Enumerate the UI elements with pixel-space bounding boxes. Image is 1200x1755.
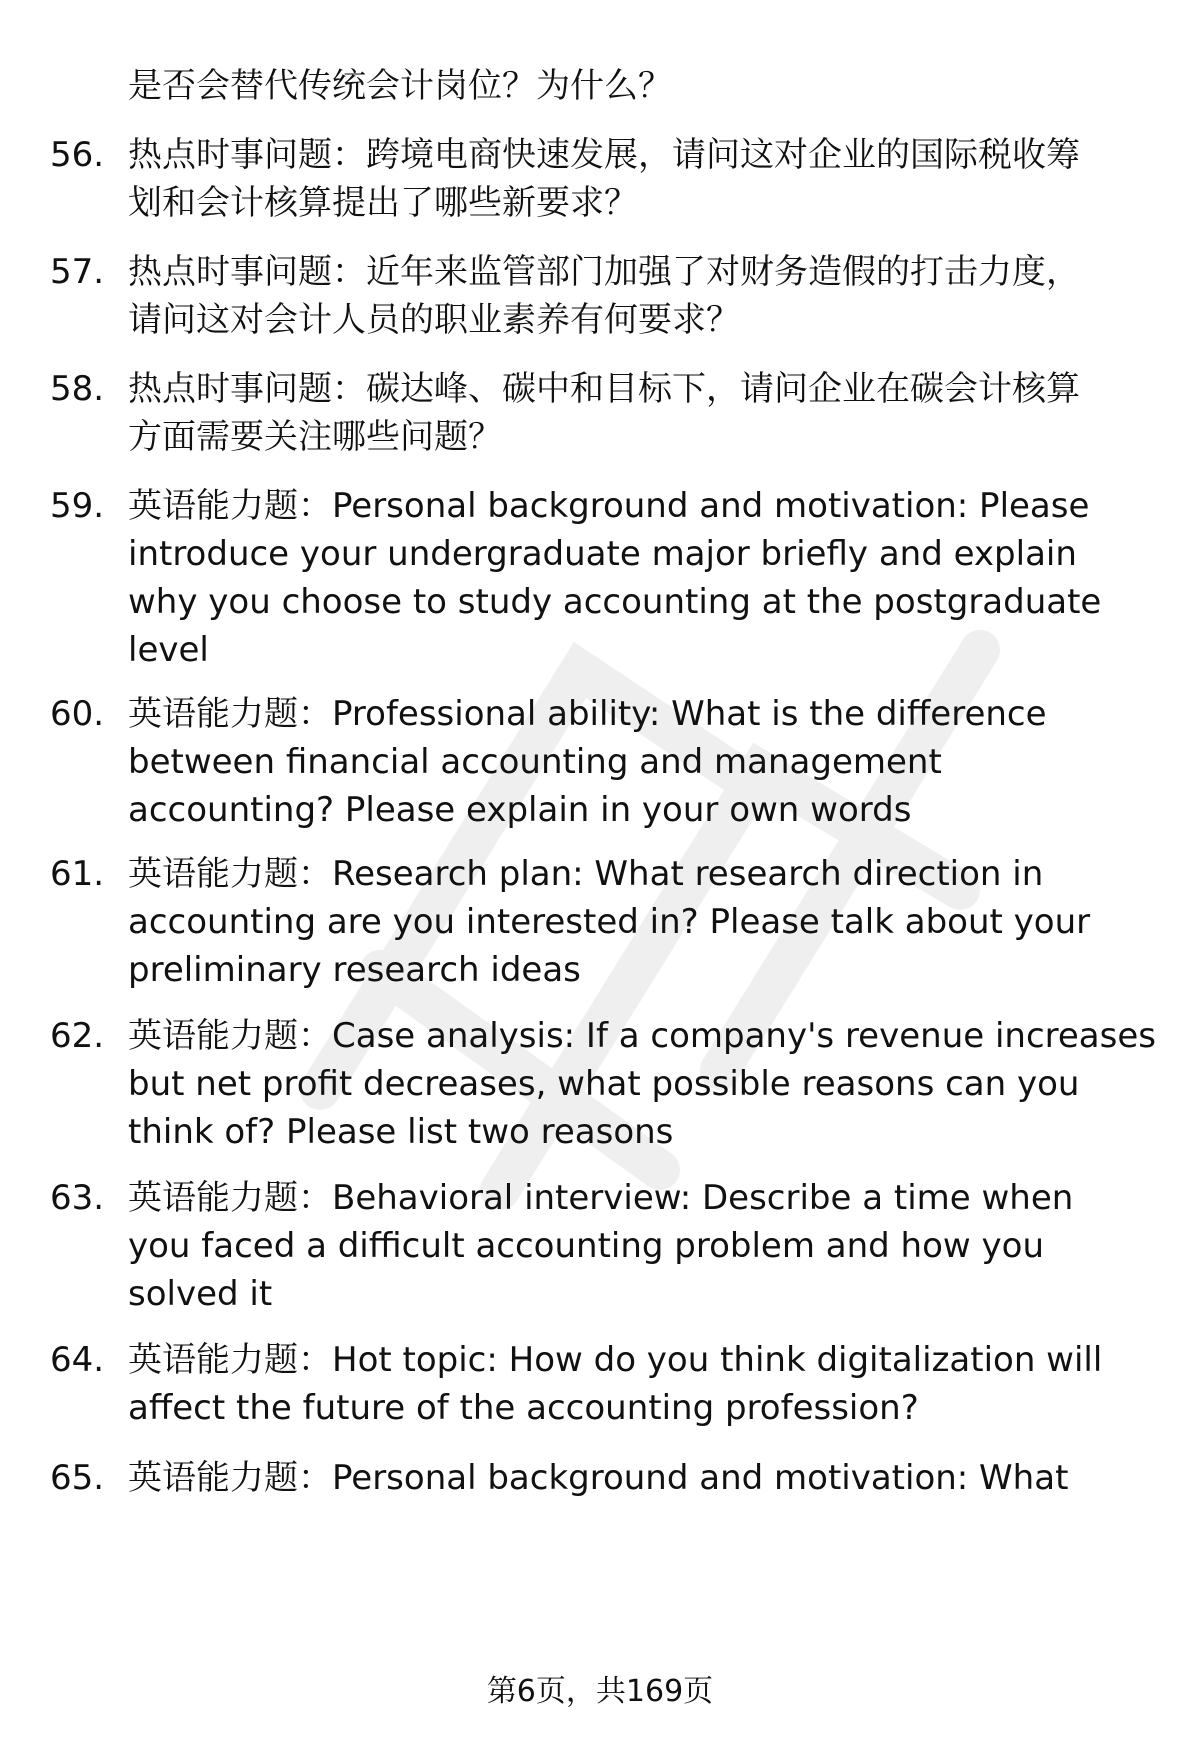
item-text-line: accounting? Please explain in your own words: [128, 790, 912, 830]
item-text-line: 热点时事问题：跨境电商快速发展，请问这对企业的国际税收筹: [128, 135, 1080, 175]
page-footer: 第6页，共169页: [486, 1674, 714, 1709]
item-text-line: introduce your undergraduate major briefly and explain: [128, 534, 1077, 574]
item-number: 56.: [50, 135, 105, 175]
item-text-line: 划和会计核算提出了哪些新要求？: [128, 183, 638, 223]
item-text-line: 热点时事问题：碳达峰、碳中和目标下，请问企业在碳会计核算: [128, 369, 1080, 409]
item-number: 58.: [50, 369, 105, 409]
item-number: 63.: [50, 1178, 105, 1218]
item-text-line: 英语能力题：Personal background and motivation: Please: [128, 486, 1090, 526]
item-text-line: 热点时事问题：近年来监管部门加强了对财务造假的打击力度，: [128, 252, 1080, 292]
item-text-line: preliminary research ideas: [128, 950, 581, 990]
item-number: 65.: [50, 1458, 105, 1498]
item-text-line: 英语能力题：Personal background and motivation: What: [128, 1458, 1069, 1498]
item-number: 61.: [50, 854, 105, 894]
item-number: 59.: [50, 486, 105, 526]
item-text-line: solved it: [128, 1274, 273, 1314]
item-text-line: 英语能力题：Case analysis: If a company's revenue increases: [128, 1016, 1156, 1056]
item-number: 60.: [50, 694, 105, 734]
item-text-line: affect the future of the accounting profession?: [128, 1388, 919, 1428]
item-text-line: 英语能力题：Hot topic: How do you think digitalization will: [128, 1340, 1103, 1380]
item-text-line: you faced a difficult accounting problem and how you: [128, 1226, 1044, 1266]
item-text-line: think of? Please list two reasons: [128, 1112, 674, 1152]
item-text-line: level: [128, 630, 209, 670]
continuation-line: 是否会替代传统会计岗位？为什么？: [128, 66, 672, 106]
item-text-line: between financial accounting and management: [128, 742, 942, 782]
item-text-line: accounting are you interested in? Please talk about your: [128, 902, 1091, 942]
item-text-line: 方面需要关注哪些问题？: [128, 417, 502, 457]
item-number: 62.: [50, 1016, 105, 1056]
item-text-line: but net profit decreases, what possible reasons can you: [128, 1064, 1080, 1104]
item-text-line: 英语能力题：Professional ability: What is the difference: [128, 694, 1047, 734]
item-text-line: 英语能力题：Behavioral interview: Describe a time when: [128, 1178, 1074, 1218]
item-text-line: why you choose to study accounting at the postgraduate: [128, 582, 1102, 622]
item-number: 57.: [50, 252, 105, 292]
item-number: 64.: [50, 1340, 105, 1380]
item-text-line: 请问这对会计人员的职业素养有何要求？: [128, 300, 740, 340]
item-text-line: 英语能力题：Research plan: What research direction in: [128, 854, 1044, 894]
